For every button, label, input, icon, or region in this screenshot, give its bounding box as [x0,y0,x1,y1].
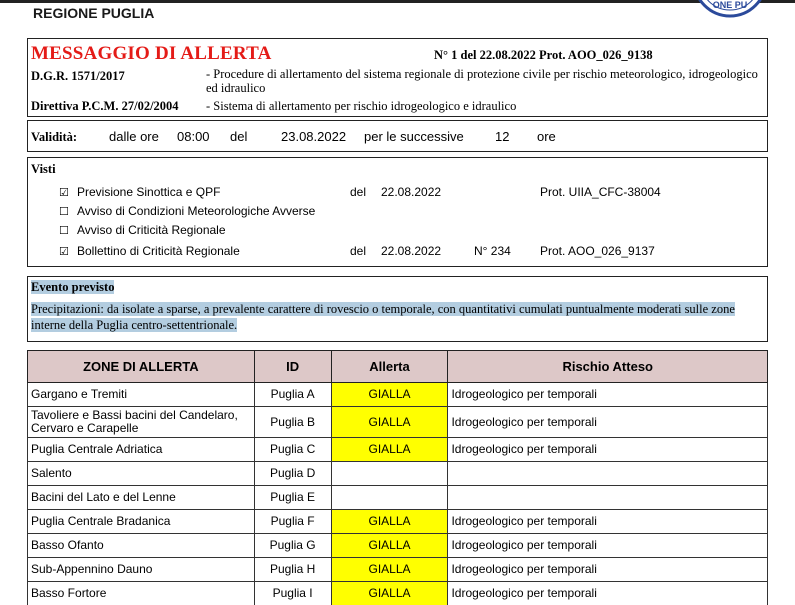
zone-id-cell: Puglia E [254,486,331,510]
risk-cell: Idrogeologico per temporali [448,582,768,605]
directive-description: - Sistema di allertamento per rischio idrogeologico e idraulico [206,99,517,113]
risk-cell: Idrogeologico per temporali [448,510,768,534]
directive-label: Direttiva P.C.M. 27/02/2004 [31,99,179,113]
dgr-description: - Procedure di allertamento del sistema regionale di protezione civile per rischio meteorologico, idrogeologico ed idraulico [206,67,758,95]
zone-name-cell: Tavoliere e Bassi bacini del Candelaro, Cervaro e Carapelle [28,407,255,438]
header-id: ID [254,351,331,383]
top-border [0,0,795,3]
validity-date: 23.08.2022 [281,129,347,144]
zone-id-cell: Puglia B [254,407,331,438]
validity-next-label: per le successive [364,129,464,144]
message-number: N° 1 del 22.08.2022 Prot. AOO_026_9138 [434,48,653,62]
visti-prot: Prot. AOO_026_9137 [540,244,655,258]
visti-del: del [350,185,367,199]
alert-level-cell [331,462,448,486]
validity-from-label: dalle ore [109,129,159,144]
header-zone: ZONE DI ALLERTA [28,351,255,383]
alert-zones-table [27,350,768,605]
validity-box [27,120,768,152]
zone-name-cell: Basso Fortore [28,582,255,605]
table-row [28,510,768,534]
validity-hours-label: ore [537,129,556,144]
alert-level-cell: GIALLA [331,558,448,582]
alert-level-cell: GIALLA [331,407,448,438]
forecast-event-box [27,276,768,342]
forecast-event-title-text: Evento previsto [31,280,115,294]
visti-title: Visti [31,162,56,176]
table-row [28,438,768,462]
checkbox-checked-icon: ☑ [59,186,69,199]
risk-cell [448,462,768,486]
zone-id-cell: Puglia G [254,534,331,558]
validity-del-label: del [230,129,248,144]
zone-name-cell: Basso Ofanto [28,534,255,558]
table-row [28,558,768,582]
checkbox-empty-icon: ☐ [59,224,69,237]
table-row [28,486,768,510]
zone-id-cell: Puglia H [254,558,331,582]
forecast-event-text [31,301,767,333]
visti-row [28,223,769,241]
zone-id-cell: Puglia D [254,462,331,486]
risk-cell: Idrogeologico per temporali [448,383,768,407]
checkbox-empty-icon: ☐ [59,205,69,218]
alert-level-cell: GIALLA [331,438,448,462]
table-row [28,407,768,438]
message-header [27,38,768,117]
visti-row [28,204,769,222]
message-title: MESSAGGIO DI ALLERTA [31,43,272,64]
visti-label: Avviso di Criticità Regionale [77,223,226,237]
zone-name-cell: Salento [28,462,255,486]
dgr-label: D.G.R. 1571/2017 [31,69,125,83]
visti-prot: Prot. UIIA_CFC-38004 [540,185,661,199]
alert-level-cell: GIALLA [331,534,448,558]
zone-name-cell: Sub-Appennino Dauno [28,558,255,582]
visti-label: Previsione Sinottica e QPF [77,185,221,199]
logo-text: ONE PU [712,0,748,10]
header-risk: Rischio Atteso [448,351,768,383]
visti-label: Bollettino di Criticità Regionale [77,244,240,258]
visti-date: 22.08.2022 [381,244,442,258]
zone-id-cell: Puglia F [254,510,331,534]
visti-box [27,157,768,267]
region-name: REGIONE PUGLIA [33,5,155,21]
forecast-event-text-content: Precipitazioni: da isolate a sparse, a prevalente carattere di rovescio o temporale, con quantitativi cumulati puntualmente moderati sulle zone interne della Puglia centro-settentrionale. [31,302,735,332]
risk-cell: Idrogeologico per temporali [448,407,768,438]
validity-hours: 12 [495,129,510,144]
alert-level-cell: GIALLA [331,582,448,605]
protezione-civile-logo [692,0,768,18]
validity-time: 08:00 [177,129,210,144]
visti-row [28,244,769,262]
table-header-row [28,351,768,383]
risk-cell: Idrogeologico per temporali [448,534,768,558]
table-row [28,383,768,407]
zone-name-cell: Puglia Centrale Adriatica [28,438,255,462]
forecast-event-title [31,280,114,295]
alert-level-cell [331,486,448,510]
zone-id-cell: Puglia I [254,582,331,605]
table-row [28,582,768,605]
table-row [28,534,768,558]
zone-id-cell: Puglia A [254,383,331,407]
visti-label: Avviso di Condizioni Meteorologiche Avverse [77,204,316,218]
header-alert: Allerta [331,351,448,383]
risk-cell: Idrogeologico per temporali [448,438,768,462]
zone-name-cell: Bacini del Lato e del Lenne [28,486,255,510]
visti-date: 22.08.2022 [381,185,442,199]
visti-del: del [350,244,367,258]
risk-cell: Idrogeologico per temporali [448,558,768,582]
alert-level-cell: GIALLA [331,510,448,534]
visti-row [28,185,769,203]
alert-level-cell: GIALLA [331,383,448,407]
zone-id-cell: Puglia C [254,438,331,462]
zone-name-cell: Gargano e Tremiti [28,383,255,407]
table-row [28,462,768,486]
zone-name-cell: Puglia Centrale Bradanica [28,510,255,534]
checkbox-checked-icon: ☑ [59,245,69,258]
risk-cell [448,486,768,510]
visti-number: N° 234 [474,244,511,258]
validity-label: Validità: [31,130,78,144]
